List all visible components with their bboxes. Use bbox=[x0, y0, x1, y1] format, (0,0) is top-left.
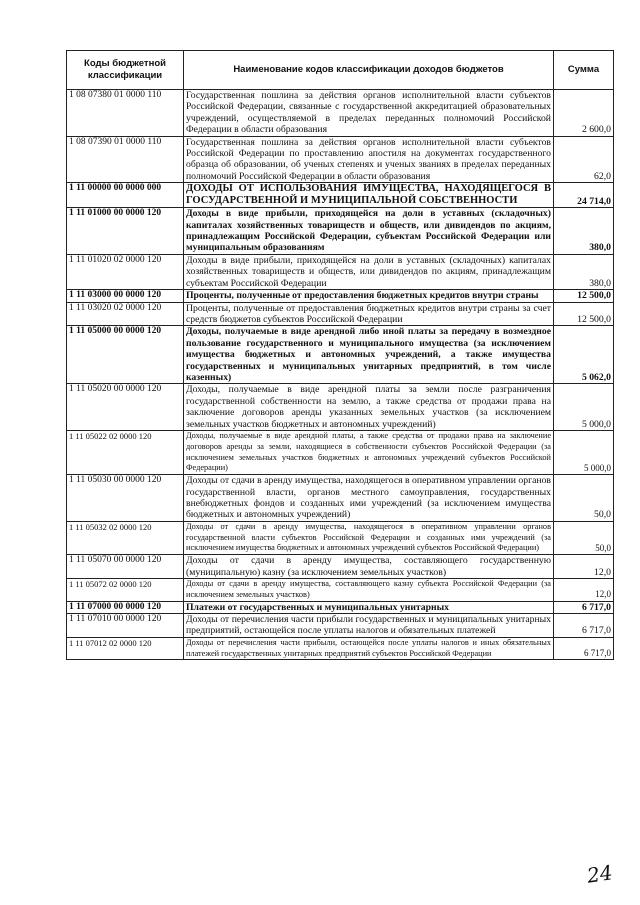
header-sum: Сумма bbox=[554, 51, 614, 90]
table-row bbox=[67, 475, 614, 522]
table-row bbox=[67, 578, 614, 601]
row-sum: 6 717,0 bbox=[554, 637, 614, 660]
row-code: 1 11 03000 00 0000 120 bbox=[67, 290, 184, 302]
row-code: 1 11 03020 02 0000 120 bbox=[67, 302, 184, 326]
row-code: 1 11 01020 02 0000 120 bbox=[67, 254, 184, 289]
table-row bbox=[67, 430, 614, 474]
row-sum: 50,0 bbox=[554, 521, 614, 554]
row-sum: 6 717,0 bbox=[554, 601, 614, 613]
row-sum: 50,0 bbox=[554, 475, 614, 522]
row-name: ДОХОДЫ ОТ ИСПОЛЬЗОВАНИЯ ИМУЩЕСТВА, НАХОДЯЩЕГОСЯ В ГОСУДАРСТВЕННОЙ И МУНИЦИПАЛЬНОЙ СОБСТВЕННОСТИ bbox=[184, 183, 554, 208]
row-code: 1 11 07010 00 0000 120 bbox=[67, 613, 184, 637]
row-sum: 12,0 bbox=[554, 555, 614, 579]
row-code: 1 11 05022 02 0000 120 bbox=[67, 430, 184, 474]
row-name: Доходы от перечисления части прибыли государственных и муниципальных унитарных предприятий, остающейся после уплаты налогов и обязательных платежей bbox=[184, 613, 554, 637]
row-code: 1 11 01000 00 0000 120 bbox=[67, 208, 184, 255]
row-name: Доходы в виде прибыли, приходящейся на доли в уставных (складочных) капиталах хозяйственных товариществ и обществ, или дивидендов по акциям, принадлежащим Российской Федерации, субъектам Российской Федерации или муниципальным образованиям bbox=[184, 208, 554, 255]
row-name: Доходы, получаемые в виде арендной либо иной платы за передачу в возмездное пользование государственного и муниципального имущества (за исключением имущества бюджетных и автономных учреждений, а также имущества государственных и муниципальных унитарных предприятий, в том числе казенных) bbox=[184, 326, 554, 384]
header-code: Коды бюджетной классификации bbox=[67, 51, 184, 90]
row-code: 1 11 05000 00 0000 120 bbox=[67, 326, 184, 384]
row-sum: 6 717,0 bbox=[554, 613, 614, 637]
row-sum: 5 000,0 bbox=[554, 384, 614, 431]
row-name: Доходы от сдачи в аренду имущества, находящегося в оперативном управлении органов государственной власти субъектов Российской Федерации и созданных ими учреждений (за исключением имущества бюджетных и автономных учреждений субъектов Российской Федерации) bbox=[184, 521, 554, 554]
table-row bbox=[67, 136, 614, 183]
row-name: Доходы от перечисления части прибыли, остающейся после уплаты налогов и иных обязательных платежей государственных унитарных предприятий субъектов Российской Федерации bbox=[184, 637, 554, 660]
row-name: Доходы от сдачи в аренду имущества, составляющего казну субъекта Российской Федерации (за исключением земельных участков) bbox=[184, 578, 554, 601]
header-name: Наименование кодов классификации доходов бюджетов bbox=[184, 51, 554, 90]
row-name: Доходы от сдачи в аренду имущества, составляющего государственную (муниципальную) казну (за исключением земельных участков) bbox=[184, 555, 554, 579]
row-sum: 12,0 bbox=[554, 578, 614, 601]
row-code: 1 08 07380 01 0000 110 bbox=[67, 90, 184, 137]
row-code: 1 11 07012 02 0000 120 bbox=[67, 637, 184, 660]
table-row bbox=[67, 384, 614, 431]
table-row bbox=[67, 521, 614, 554]
row-sum: 380,0 bbox=[554, 208, 614, 255]
budget-classification-table bbox=[66, 50, 614, 660]
table-row bbox=[67, 90, 614, 137]
row-sum: 2 600,0 bbox=[554, 90, 614, 137]
row-name: Доходы, получаемые в виде арендной платы, а также средства от продажи права на заключение договоров аренды за земли, находящиеся в собственности субъектов Российской Федерации (за исключением земельных участков бюджетных и автономных учреждений субъектов Российской Федерации) bbox=[184, 430, 554, 474]
row-sum: 380,0 bbox=[554, 254, 614, 289]
row-code: 1 11 05072 02 0000 120 bbox=[67, 578, 184, 601]
table-row bbox=[67, 555, 614, 579]
row-name: Доходы от сдачи в аренду имущества, находящегося в оперативном управлении органов государственной власти, органов местного самоуправления, государственных внебюджетных фондов и созданных ими учреждений (за исключением имущества бюджетных и автономных учреждений) bbox=[184, 475, 554, 522]
row-sum: 5 000,0 bbox=[554, 430, 614, 474]
table-row bbox=[67, 302, 614, 326]
table-row bbox=[67, 183, 614, 208]
row-code: 1 11 00000 00 0000 000 bbox=[67, 183, 184, 208]
row-sum: 12 500,0 bbox=[554, 302, 614, 326]
row-sum: 24 714,0 bbox=[554, 183, 614, 208]
table-row bbox=[67, 208, 614, 255]
row-code: 1 08 07390 01 0000 110 bbox=[67, 136, 184, 183]
row-name: Проценты, полученные от предоставления бюджетных кредитов внутри страны за счет средств бюджетов субъектов Российской Федерации bbox=[184, 302, 554, 326]
row-code: 1 11 05032 02 0000 120 bbox=[67, 521, 184, 554]
table-row bbox=[67, 637, 614, 660]
row-code: 1 11 05020 00 0000 120 bbox=[67, 384, 184, 431]
row-name: Платежи от государственных и муниципальных унитарных bbox=[184, 601, 554, 613]
row-name: Государственная пошлина за действия органов исполнительной власти субъектов Российской Федерации, связанные с государственной аккредитацией образовательных учреждений, осуществляемой в пределах переданных полномочий Российской Федерации в области образования bbox=[184, 90, 554, 137]
row-name: Проценты, полученные от предоставления бюджетных кредитов внутри страны bbox=[184, 290, 554, 302]
row-name: Доходы, получаемые в виде арендной платы за земли после разграничения государственной собственности на землю, а также средства от продажи права на заключение договоров аренды указанных земельных участков (за исключением земельных участков бюджетных и автономных учреждений) bbox=[184, 384, 554, 431]
table-header-row bbox=[67, 51, 614, 90]
row-sum: 62,0 bbox=[554, 136, 614, 183]
table-row bbox=[67, 601, 614, 613]
row-code: 1 11 05070 00 0000 120 bbox=[67, 555, 184, 579]
table-row bbox=[67, 613, 614, 637]
page-number: 24 bbox=[585, 860, 614, 888]
table-row bbox=[67, 326, 614, 384]
table-row bbox=[67, 290, 614, 302]
row-sum: 5 062,0 bbox=[554, 326, 614, 384]
table-row bbox=[67, 254, 614, 289]
row-sum: 12 500,0 bbox=[554, 290, 614, 302]
row-name: Доходы в виде прибыли, приходящейся на доли в уставных (складочных) капиталах хозяйственных товариществ и обществ, или дивидендов по акциям, принадлежащим субъектам Российской Федерации bbox=[184, 254, 554, 289]
row-name: Государственная пошлина за действия органов исполнительной власти субъектов Российской Федерации по проставлению апостиля на документах государственного образца об образовании, об ученых степенях и ученых званиях в пределах переданных полномочий Российской Федерации в области образования bbox=[184, 136, 554, 183]
row-code: 1 11 07000 00 0000 120 bbox=[67, 601, 184, 613]
row-code: 1 11 05030 00 0000 120 bbox=[67, 475, 184, 522]
